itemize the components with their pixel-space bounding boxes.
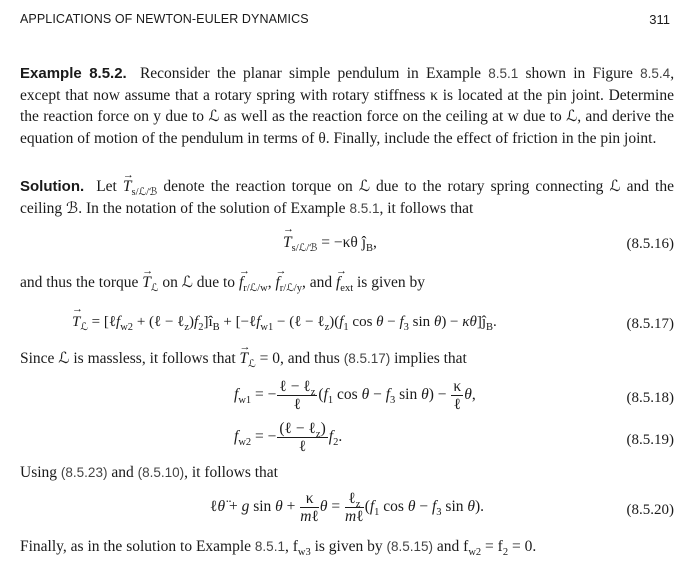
massless-text-1: Since ℒ is massless, it follows that bbox=[20, 350, 236, 367]
equation-ref-link[interactable]: (8.5.10) bbox=[137, 465, 185, 480]
equation-8-5-18 bbox=[20, 378, 674, 420]
equation-8-5-19 bbox=[20, 420, 674, 462]
example-paragraph bbox=[20, 63, 674, 149]
solution-label: Solution. bbox=[20, 178, 85, 195]
finally-text-4: and f bbox=[436, 538, 469, 555]
finally-text-3: is given by bbox=[314, 538, 383, 555]
equation-8-5-17 bbox=[20, 312, 674, 338]
finally-text-2: , f bbox=[284, 538, 298, 555]
using-text-2: and bbox=[111, 464, 134, 481]
using-text-1: Using bbox=[20, 464, 58, 481]
torque-text-2: on ℒ due to bbox=[162, 274, 236, 291]
finally-text-5: = f bbox=[485, 538, 503, 555]
solution-ref-link[interactable]: 8.5.1 bbox=[349, 200, 380, 216]
solution-text-2: denote the reaction torque on ℒ due to the rotary spring connecting ℒ and the ceiling ℬ. In the notation of the solution of Example bbox=[20, 178, 674, 217]
example-text-3: , except that now assume that a rotary spring with rotary stiffness κ is located at the pin joint. Determine the reaction force on y due to ℒ as well as the reaction force on the ceiling at w due to ℒ, and derive the equation of motion of the pendulum in terms of θ. Finally, include the effect of friction in the pin joint. bbox=[20, 65, 675, 147]
page-number: 311 bbox=[649, 12, 670, 27]
equation-number: (8.5.18) bbox=[626, 390, 674, 406]
example-ref-link[interactable]: 8.5.1 bbox=[254, 539, 285, 554]
torque-text-4: is given by bbox=[356, 274, 426, 291]
torque-text-1: and thus the torque bbox=[20, 274, 139, 291]
massless-sentence: Since ℒ is massless, it follows that → $T_ℒ = 0$, and thus (8.5.17) implies that bbox=[20, 348, 674, 370]
equation-body: → $T_ℒ$ = [ℓf$_{w2}$ + (ℓ − $\ell_z)f_2]î_B$ + [−ℓf$_{w1}$ − (ℓ − $\ell_z)(f_1$ $\cos \theta - f_3$ $\sin \theta) - \kappa\theta]ĵ_B$. bbox=[72, 314, 497, 331]
finally-sentence: Finally, as in the solution to Example 8.5.1, $f_{w3}$ is given by (8.5.15) and $f_{w2} = f_2 = 0$. bbox=[20, 538, 537, 559]
equation-number: (8.5.19) bbox=[626, 432, 674, 448]
figure-ref-link[interactable]: 8.5.4 bbox=[640, 66, 671, 81]
equation-ref-link[interactable]: (8.5.15) bbox=[386, 539, 434, 554]
running-head: APPLICATIONS OF NEWTON-EULER DYNAMICS bbox=[20, 12, 309, 26]
equation-body: $f_{w1}$ = − $\frac{\ell - \ell_z}{\text{ℓ}}$ ($f_1$ $\cos \theta - f_3$ sin θ) − $\frac{\kappa}{\text{ℓ}}$ θ, bbox=[234, 378, 476, 413]
example-text-1: Reconsider the planar simple pendulum in Example bbox=[139, 65, 482, 82]
torque-symbol: → $T_{s/ℒ/ℬ}$ bbox=[123, 178, 157, 195]
example-ref-link[interactable]: 8.5.1 bbox=[488, 66, 519, 81]
using-sentence bbox=[20, 462, 674, 484]
torque-sentence: and thus the torque → $T_ℒ$ on ℒ due to → $f_{r/ℒ/w}$, → $f_{r/ℒ/y}$, and → $f_{ext}$ is given by bbox=[20, 272, 674, 294]
finally-text-6: = 0. bbox=[511, 538, 537, 555]
finally-text-1: Finally, as in the solution to Example bbox=[20, 538, 252, 555]
using-text-3: , it follows that bbox=[184, 464, 278, 481]
equation-number: (8.5.20) bbox=[626, 502, 674, 518]
solution-text-3: , it follows that bbox=[379, 199, 474, 217]
equation-body: ℓθ̈ + g sin θ + $\frac{\kappa}{\text{mℓ}}$ θ = $\frac{\ell_z}{\text{mℓ}}$ ($f_1$ $\cos \theta - f_3$ sin θ). bbox=[210, 490, 485, 525]
solution-paragraph bbox=[20, 176, 674, 219]
equation-body: → $T_{s/ℒ/ℬ} = -\kappa\theta$ $ĵ_B$, bbox=[283, 234, 377, 252]
massless-text-3: implies that bbox=[394, 350, 467, 367]
equation-8-5-16 bbox=[20, 232, 674, 258]
solution-text-1: Let bbox=[96, 178, 117, 195]
equation-number: (8.5.17) bbox=[626, 316, 674, 332]
equation-ref-link[interactable]: (8.5.23) bbox=[60, 465, 108, 480]
equation-8-5-20 bbox=[20, 490, 674, 534]
torque-text-3: , and bbox=[301, 274, 333, 291]
equation-ref-link[interactable]: (8.5.17) bbox=[343, 351, 391, 366]
example-label: Example 8.5.2. bbox=[20, 65, 127, 82]
example-text-2: shown in Figure bbox=[525, 65, 633, 82]
massless-text-2: = 0, and thus bbox=[259, 350, 340, 367]
equation-rhs: = −κθ ĵ bbox=[321, 234, 367, 251]
equation-number: (8.5.16) bbox=[626, 236, 674, 252]
equation-body: $f_{w2}$ = − $\frac{(\ell - \ell_z)}{\text{ℓ}}$ $f_2$. bbox=[234, 420, 343, 455]
